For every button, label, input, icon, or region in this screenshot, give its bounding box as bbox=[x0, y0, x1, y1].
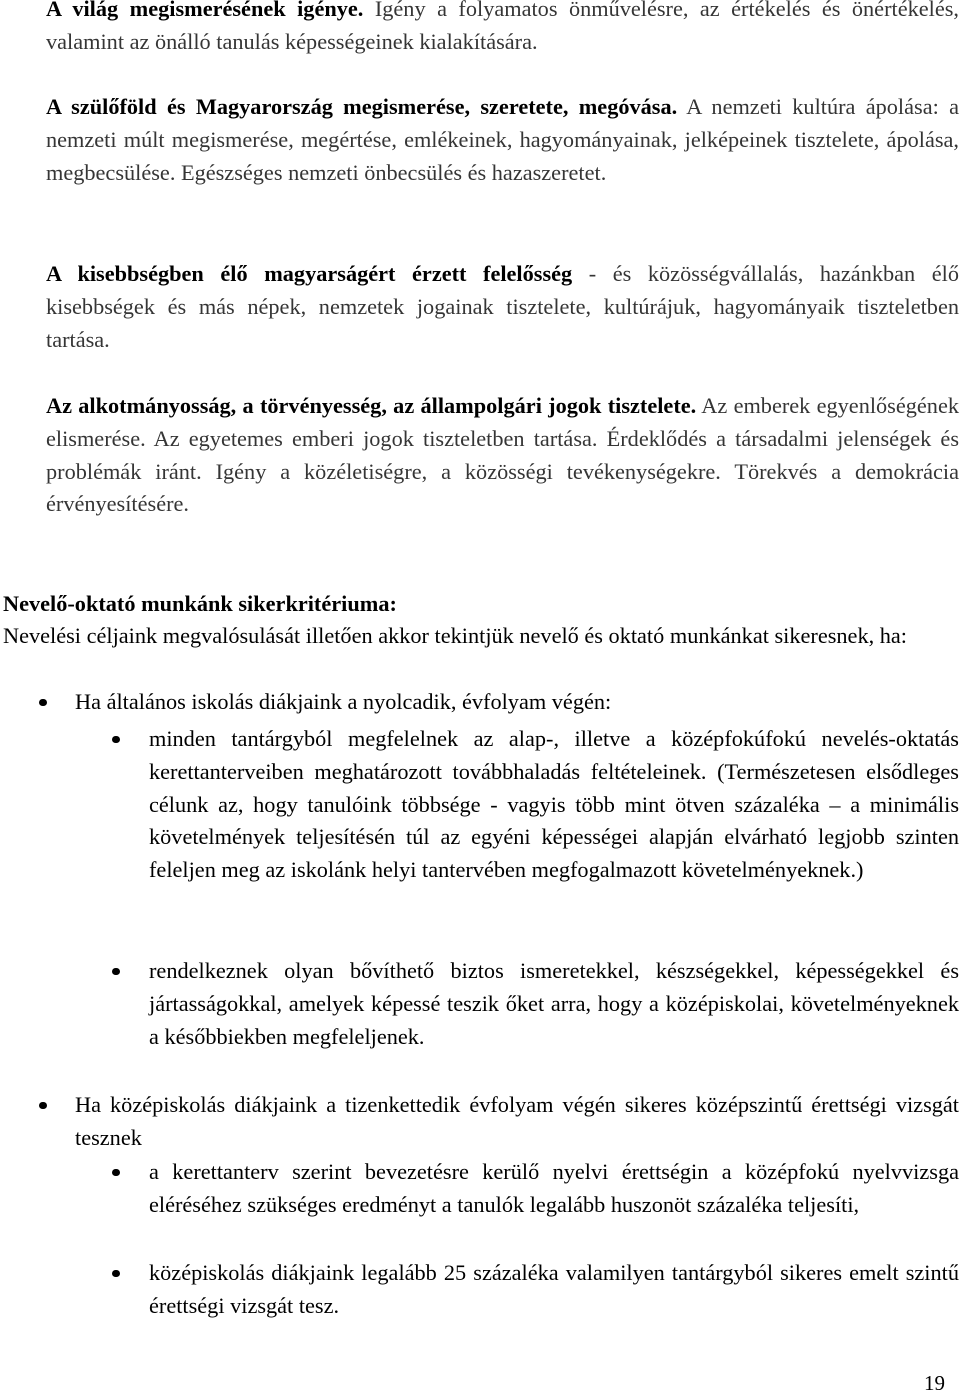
list-item: Ha középiskolás diákjaink a tizenkettedik évfolyam végén sikeres középszintű érettségi vizsgát tesznek bbox=[75, 1089, 959, 1155]
paragraph-text: - és közösségvállalás, hazánkban élő kisebbségek és más népek, nemzetek jogainak tisztelete, kultúrájuk, hagyományaik tiszteletben tartása. bbox=[46, 261, 959, 352]
paragraph-bold-lead: Az alkotmányosság, a törvényesség, az állampolgári jogok tisztelete. bbox=[46, 393, 697, 418]
paragraph-constitution bbox=[46, 390, 959, 521]
paragraph-text: A nemzeti kultúra ápolása: a nemzeti múlt megismerése, megértése, emlékeinek, hagyományainak, jelképeinek tisztelete, ápolása, megbecsülése. Egészséges nemzeti önbecsülés és hazaszeretet. bbox=[46, 94, 959, 185]
paragraph-text: Igény a folyamatos önművelésre, az értékelés és önértékelés, valamint az önálló tanulás képességeinek kialakítására. bbox=[46, 0, 959, 54]
paragraph-minority bbox=[46, 258, 959, 356]
paragraph-homeland bbox=[46, 91, 959, 189]
paragraph-world-knowledge bbox=[46, 0, 959, 59]
list-item: Ha általános iskolás diákjaink a nyolcadik, évfolyam végén: bbox=[75, 686, 959, 719]
section-heading: Nevelő-oktató munkánk sikerkritériuma: bbox=[3, 591, 397, 616]
page-number: 19 bbox=[924, 1371, 945, 1395]
paragraph-bold-lead: A szülőföld és Magyarország megismerése, szeretete, megóvása. bbox=[46, 94, 678, 119]
sub-list-item: középiskolás diákjaink legalább 25 százaléka valamilyen tantárgyból sikeres emelt szintű érettségi vizsgát tesz. bbox=[149, 1257, 959, 1323]
sub-list-item: a kerettanterv szerint bevezetésre kerülő nyelvi érettségin a középfokú nyelvvizsga eléréséhez szükséges eredményt a tanulók legalább huszonöt százaléka teljesíti, bbox=[149, 1156, 959, 1222]
paragraph-text: Az emberek egyenlőségének elismerése. Az egyetemes emberi jogok tiszteletben tartása. Érdeklődés a társadalmi jelenségek és problémák iránt. Igény a közéletiségre, a közösségi tevékenységekre. Törekvés a demokrácia érvényesítésére. bbox=[46, 393, 959, 517]
sub-list-item: rendelkeznek olyan bővíthető biztos ismeretekkel, készségekkel, képességekkel és jártasságokkal, amelyek képessé teszik őket arra, hogy a középiskolai, követelményeknek a későbbiekben megfeleljenek. bbox=[149, 955, 959, 1053]
paragraph-bold-lead: A kisebbségben élő magyarságért érzett felelősség bbox=[46, 261, 573, 286]
paragraph-bold-lead: A világ megismerésének igénye. bbox=[46, 0, 364, 21]
intro-paragraph: Nevelési céljaink megvalósulását illetően akkor tekintjük nevelő és oktató munkánkat sikeresnek, ha: bbox=[3, 623, 907, 648]
sub-list-item: minden tantárgyból megfelelnek az alap-, illetve a középfokúfokú nevelés-oktatás kerettanterveiben meghatározott továbbhaladás feltételeinek. (Természetesen elsődleges célunk az, hogy tanulóink többsége - vagyis több mint ötven százaléka – a minimális követelmények teljesítésén túl az egyéni képességei alapján elvárható legjobb szinten feleljen meg az iskolánk helyi tantervében megfogalmazott követelményeknek.) bbox=[149, 723, 959, 887]
